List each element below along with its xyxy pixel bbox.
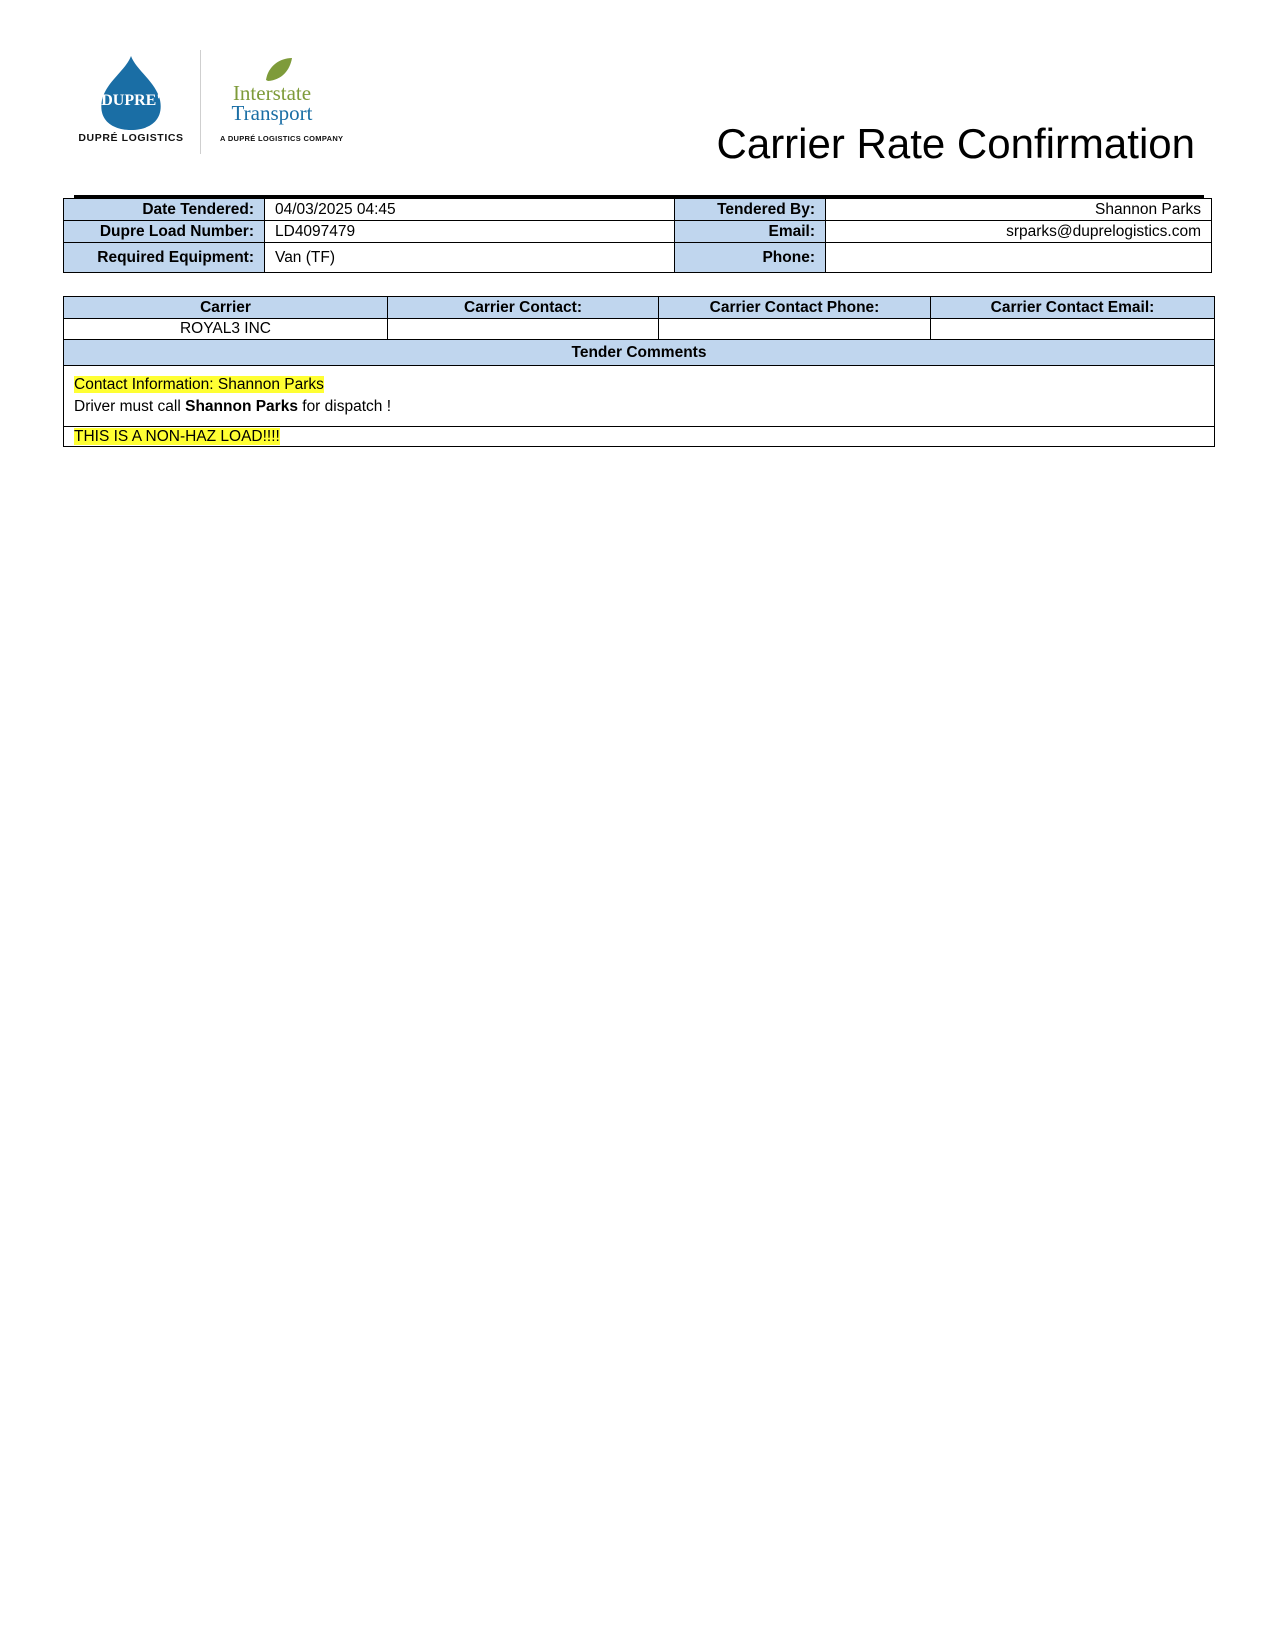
phone-label: Phone: [675, 243, 826, 273]
phone-value [826, 243, 1212, 273]
it-logo-caption: A DUPRÉ LOGISTICS COMPANY [220, 134, 344, 143]
date-tendered-value: 04/03/2025 04:45 [265, 199, 675, 221]
email-value[interactable]: srparks@duprelogistics.com [826, 221, 1212, 243]
tender-comments-cell [64, 366, 1215, 427]
load-info-table [63, 198, 1212, 273]
logo-divider [200, 50, 201, 154]
date-tendered-label: Date Tendered: [64, 199, 265, 221]
carrier-contact-column-header: Carrier Contact: [388, 297, 659, 319]
driver-instruction-prefix: Driver must call [74, 398, 186, 415]
logo-block [76, 50, 376, 160]
carrier-phone-column-header: Carrier Contact Phone: [659, 297, 931, 319]
haz-note-row [64, 427, 1215, 447]
carrier-name: ROYAL3 INC [64, 319, 388, 340]
carrier-contact [388, 319, 659, 340]
tender-comments-header: Tender Comments [64, 340, 1215, 366]
email-label: Email: [675, 221, 826, 243]
document-title: Carrier Rate Confirmation [716, 120, 1195, 167]
carrier-header-row [64, 297, 1215, 319]
carrier-email [931, 319, 1215, 340]
it-logo-line2: Transport [231, 101, 313, 125]
load-info-row [64, 221, 1212, 243]
equipment-value: Van (TF) [265, 243, 675, 273]
load-number-value: LD4097479 [265, 221, 675, 243]
driver-instruction-name: Shannon Parks [185, 398, 298, 415]
carrier-data-row [64, 319, 1215, 340]
equipment-label: Required Equipment: [64, 243, 265, 273]
dupre-logo-text: DUPRE' [101, 92, 161, 109]
load-info-row [64, 243, 1212, 273]
tendered-by-label: Tendered By: [675, 199, 826, 221]
tendered-by-value: Shannon Parks [826, 199, 1212, 221]
non-haz-note: THIS IS A NON-HAZ LOAD!!!! [74, 427, 280, 445]
carrier-column-header: Carrier [64, 297, 388, 319]
tender-comments-header-row [64, 340, 1215, 366]
carrier-email-column-header: Carrier Contact Email: [931, 297, 1215, 319]
load-number-label: Dupre Load Number: [64, 221, 265, 243]
carrier-phone [659, 319, 931, 340]
load-info-row [64, 199, 1212, 221]
driver-instruction-suffix: for dispatch ! [297, 398, 391, 415]
contact-information-line: Contact Information: Shannon Parks [74, 376, 324, 393]
tender-comments-row [64, 366, 1215, 427]
haz-note-cell [64, 427, 1215, 447]
carrier-table [63, 296, 1215, 447]
leaf-icon [266, 58, 292, 81]
it-logo-line1: Interstate [232, 81, 312, 105]
dupre-logo-caption: DUPRÉ LOGISTICS [78, 132, 184, 144]
